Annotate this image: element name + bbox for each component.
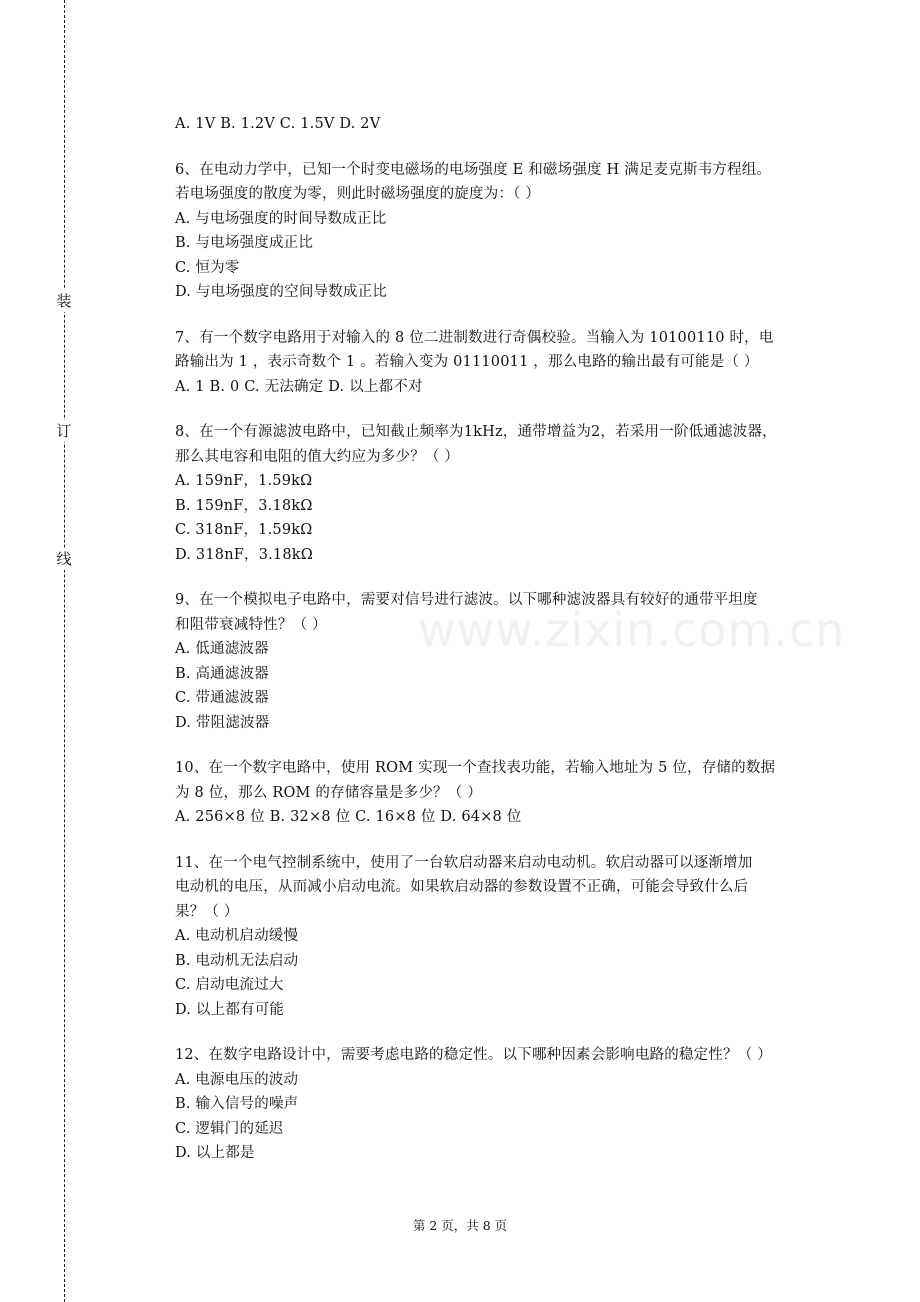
question-text-line: 12、在数字电路设计中，需要考虑电路的稳定性。以下哪种因素会影响电路的稳定性？（ ） [175,1047,772,1063]
question-line: A. 256×8 位 B. 32×8 位 C. 16×8 位 D. 64×8 位 [175,809,522,825]
question-line: D. 带阻滤波器 [175,714,270,731]
question-line: C. 逻辑门的延迟 [175,1120,284,1137]
binding-char-ding: 订 [56,422,72,440]
question-line: 为 8 位，那么 ROM 的存储容量是多少？（ ） [175,784,482,801]
question-line: D. 以上都有可能 [175,1001,285,1018]
question-line: 电动机的电压，从而减小启动电流。如果软启动器的参数设置不正确，可能会导致什么后 [175,879,749,895]
question-text-line: 7、有一个数字电路用于对输入的 8 位二进制数进行奇偶校验。当输入为 10100110 时，电 [175,329,774,346]
question-line: A. 1 B. 0 C. 无法确定 D. 以上都不对 [175,378,423,395]
question-line: B. 159nF，3.18kΩ [175,497,313,514]
question-line: A. 159nF，1.59kΩ [175,473,313,489]
question-block [175,851,835,1023]
question-line: D. 318nF，3.18kΩ [175,546,313,563]
question-line: 那么其电容和电阻的值大约应为多少？（ ） [175,448,460,465]
question-block [175,112,835,137]
question-block [175,756,835,830]
question-line: 果？（ ） [175,903,239,920]
question-block [175,420,835,567]
question-text-line: 8、在一个有源滤波电路中，已知截止频率为1kHz，通带增益为2，若采用一阶低通滤波器， [175,424,777,440]
question-text-line: 9、在一个模拟电子电路中，需要对信号进行滤波。以下哪种滤波器具有较好的通带平坦度 [175,592,758,608]
question-line: A. 电动机启动缓慢 [175,928,299,944]
question-line: 和阻带衰减特性？（ ） [175,616,327,633]
binding-char-xian: 线 [56,550,72,568]
question-line: C. 318nF，1.59kΩ [175,522,313,538]
question-line: A. 电源电压的波动 [175,1071,299,1088]
question-line: C. 恒为零 [175,259,240,276]
question-text-line: 11、在一个电气控制系统中，使用了一台软启动器来启动电动机。软启动器可以逐渐增加 [175,854,753,871]
question-line: 若电场强度的散度为零，则此时磁场强度的旋度为：（ ） [175,186,541,202]
question-line: D. 与电场强度的空间导数成正比 [175,284,388,300]
question-line: A. 与电场强度的时间导数成正比 [175,210,387,227]
question-block [175,326,835,400]
binding-char-zhuang: 装 [56,292,72,310]
question-block [175,588,835,735]
binding-dashed-line [64,0,65,1302]
question-line: 路输出为 1 ，表示奇数个 1 。若输入变为 01110011 ，那么电路的输出最有可能是（ ） [175,354,759,370]
question-line: C. 带通滤波器 [175,690,269,706]
question-line: B. 与电场强度成正比 [175,235,314,251]
question-line: A. 低通滤波器 [175,641,269,657]
question-line: C. 启动电流过大 [175,977,284,993]
page-footer: 第 2 页，共 8 页 [412,1218,508,1233]
question-block [175,158,835,305]
question-line: D. 以上都是 [175,1145,255,1161]
question-text-line: A. 1V B. 1.2V C. 1.5V D. 2V [175,116,381,132]
watermark: www.zixin.com.cn [418,603,846,657]
question-line: B. 输入信号的噪声 [175,1096,299,1112]
question-text-line: 6、在电动力学中，已知一个时变电磁场的电场强度 E 和磁场强度 H 满足麦克斯韦方程组。 [175,161,772,178]
question-line: B. 电动机无法启动 [175,952,299,969]
question-list [175,112,835,1187]
question-line: B. 高通滤波器 [175,665,269,682]
question-text-line: 10、在一个数字电路中，使用 ROM 实现一个查找表功能，若输入地址为 5 位，存储的数据 [175,760,776,776]
question-block [175,1043,835,1166]
